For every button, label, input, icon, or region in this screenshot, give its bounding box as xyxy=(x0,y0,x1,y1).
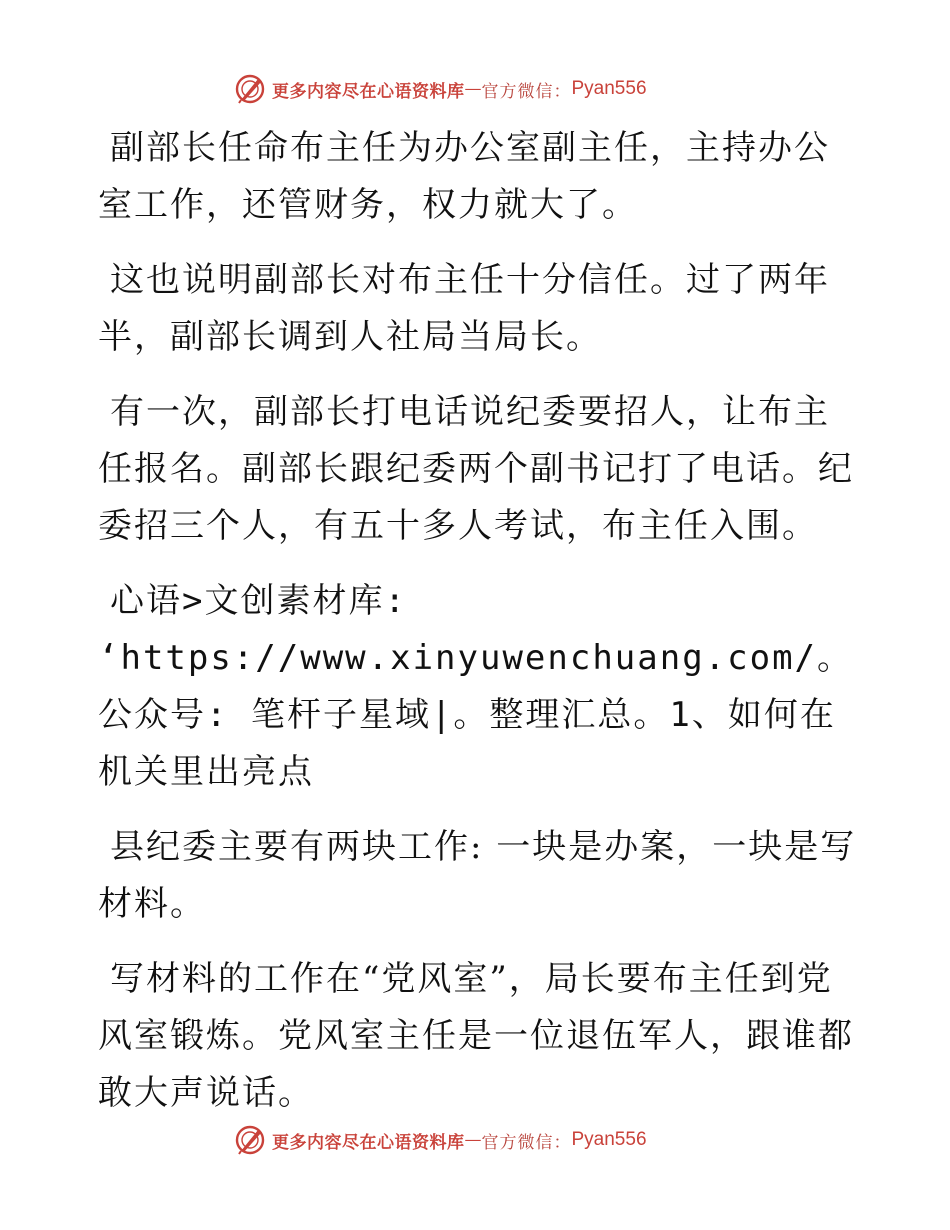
paragraph: 有一次，副部长打电话说纪委要招人，让布主任报名。副部长跟纪委两个副书记打了电话。纪委招三个人，有五十多人考试，布主任入围。 xyxy=(98,392,854,546)
watermark-main-text: 更多内容尽在心语资料库 xyxy=(272,1132,465,1153)
quill-pen-icon xyxy=(234,73,266,105)
watermark-wechat-label: 官方微信： xyxy=(481,1132,572,1153)
watermark-separator: — xyxy=(464,1130,482,1150)
document-body xyxy=(98,120,858,1140)
watermark-wechat-label: 官方微信： xyxy=(481,81,572,102)
paragraph-source-note: 心语>文创素材库: ‘https://www.xinyuwenchuang.com/。公众号: 笔杆子星域|。整理汇总。1、如何在机关里出亮点 xyxy=(98,581,854,792)
paragraph: 副部长任命布主任为办公室副主任，主持办公室工作，还管财务，权力就大了。 xyxy=(98,128,830,225)
watermark-separator: — xyxy=(464,79,482,99)
watermark-wechat-id: Pyan556 xyxy=(571,78,647,99)
watermark-main-text: 更多内容尽在心语资料库 xyxy=(272,81,465,102)
paragraph: 这也说明副部长对布主任十分信任。过了两年半，副部长调到人社局当局长。 xyxy=(98,260,830,357)
paragraph: 县纪委主要有两块工作: 一块是办案，一块是写材料。 xyxy=(98,827,857,924)
quill-pen-icon xyxy=(234,1124,266,1156)
header-watermark xyxy=(234,72,647,106)
watermark-wechat-id: Pyan556 xyxy=(571,1129,647,1150)
paragraph: 写材料的工作在“党风室”，局长要布主任到党风室锻炼。党风室主任是一位退伍军人，跟谁都敢大声说话。 xyxy=(98,959,854,1113)
footer-watermark xyxy=(234,1123,647,1157)
